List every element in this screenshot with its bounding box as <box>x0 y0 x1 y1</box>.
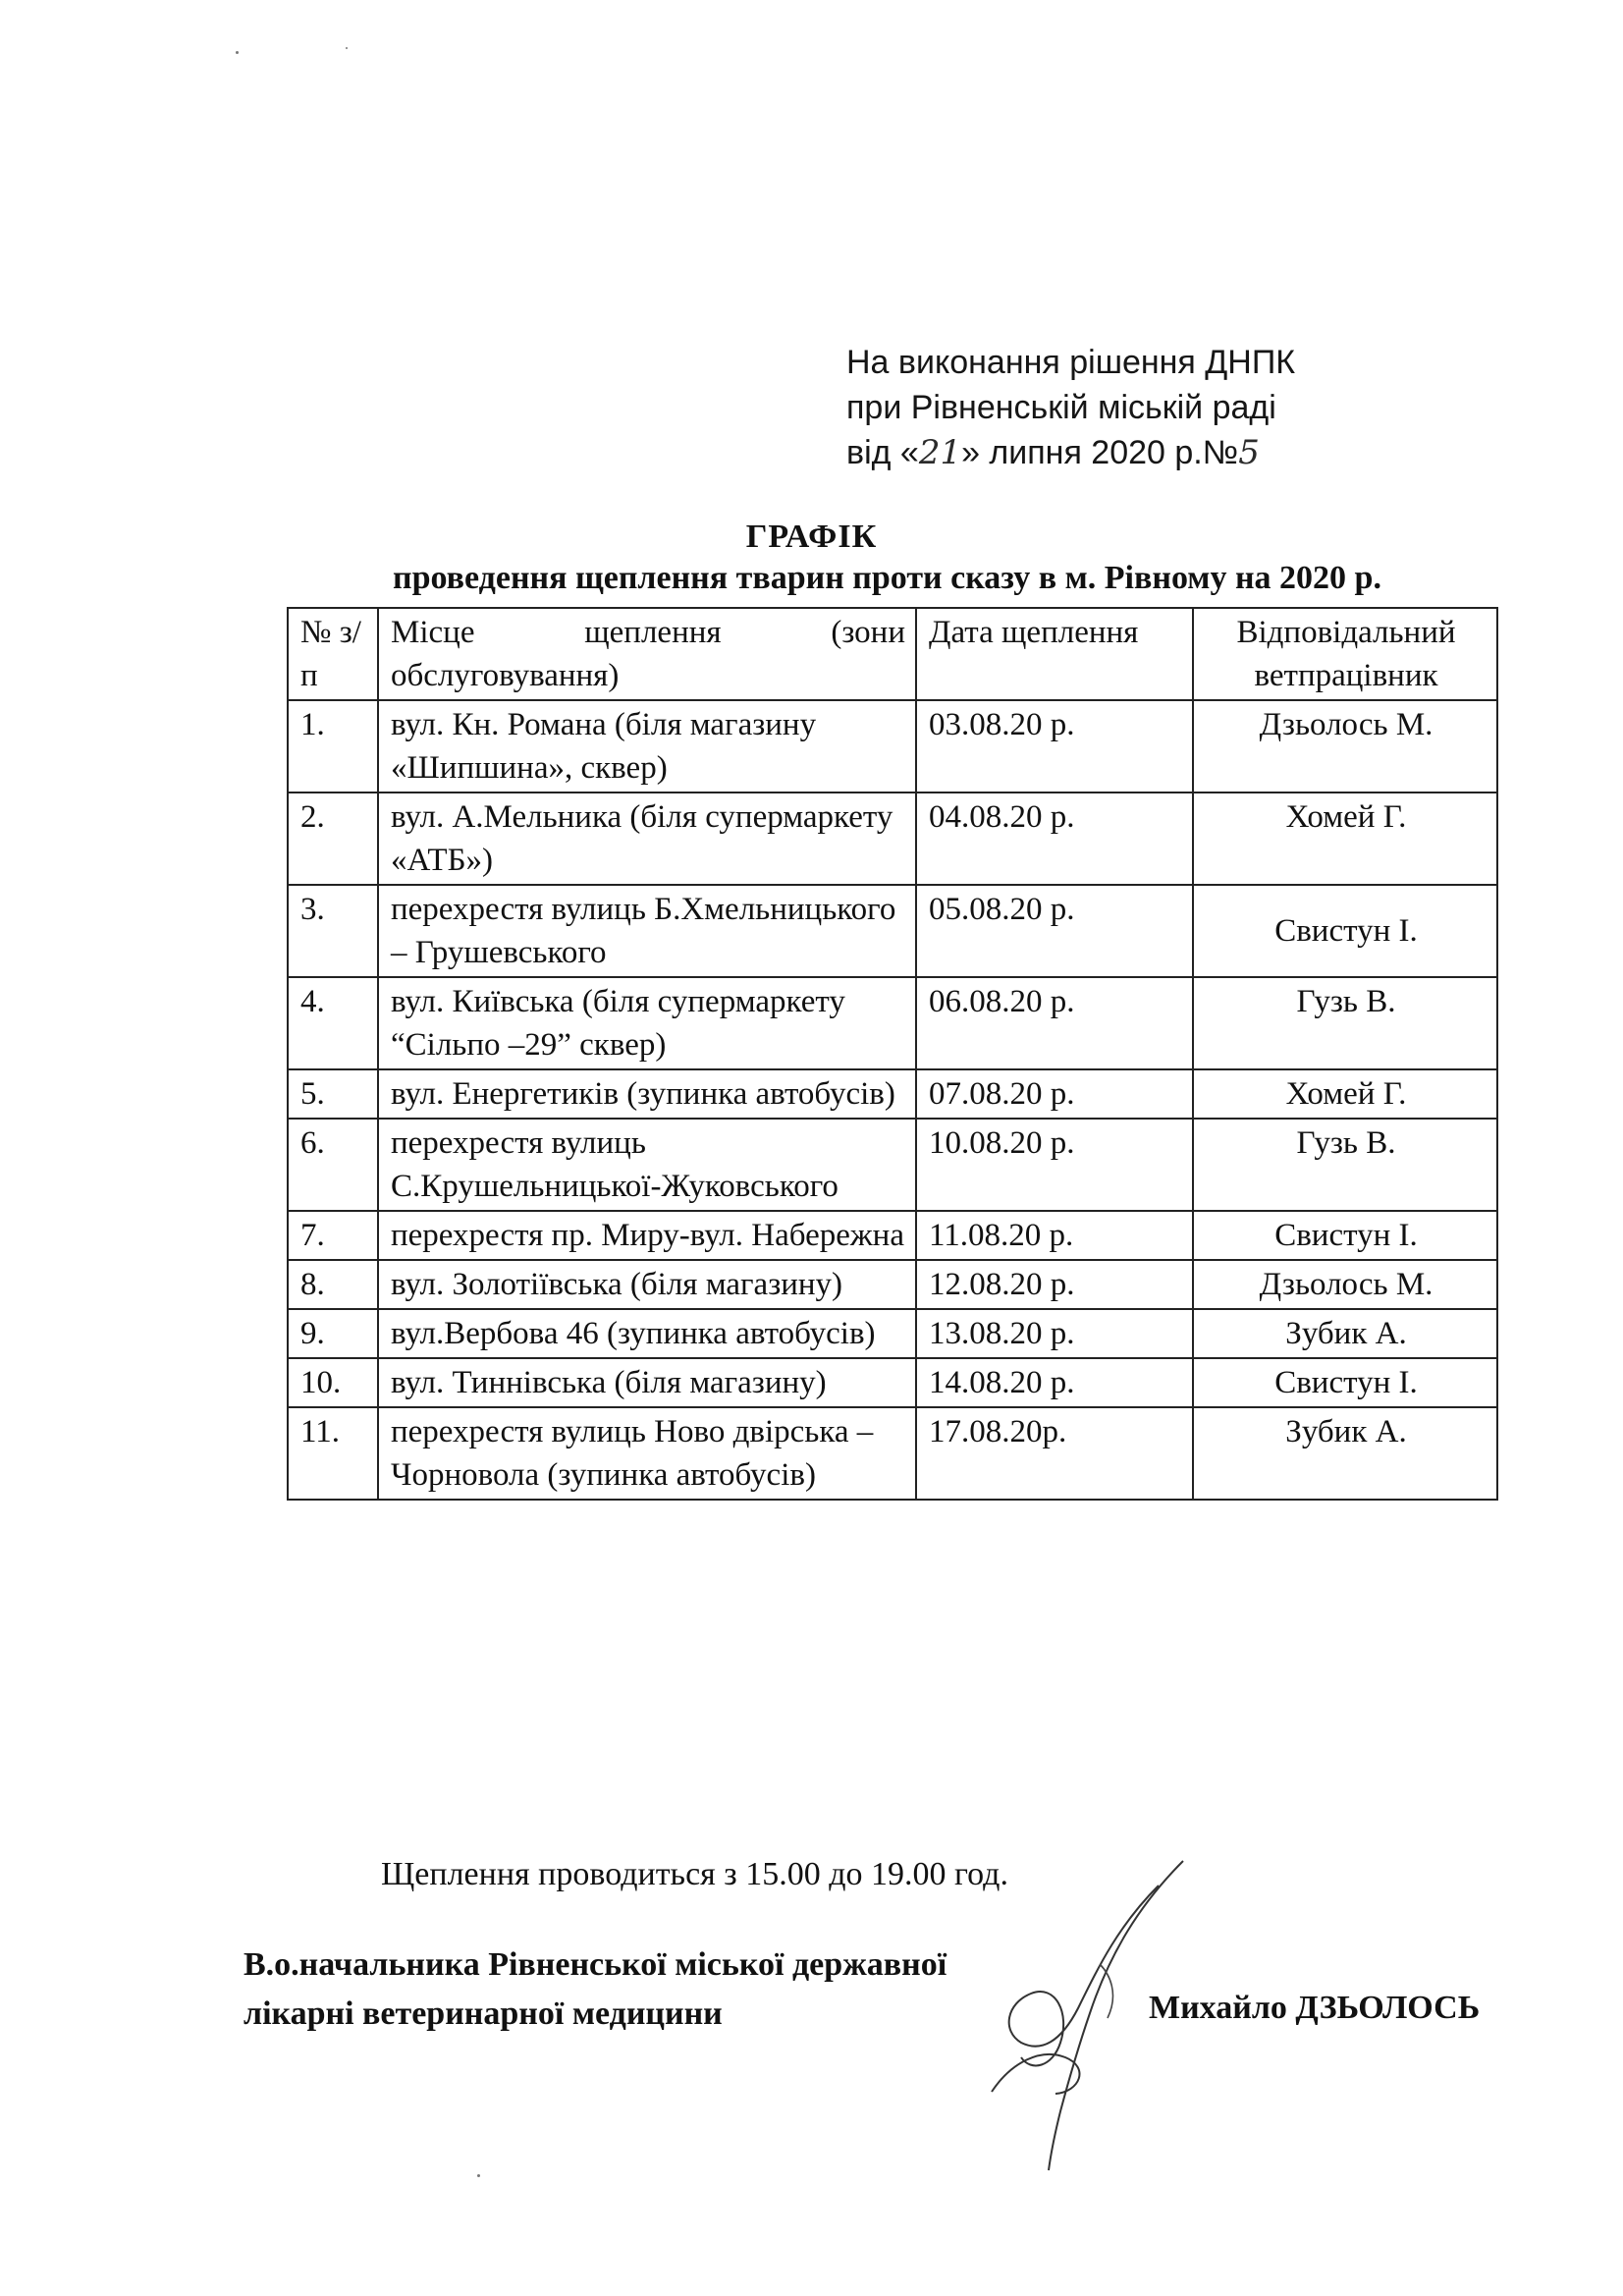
row-num: 4. <box>288 977 378 1069</box>
row-place: перехрестя вулиць С.Крушельницької-Жуковського <box>378 1119 916 1211</box>
header-place <box>378 608 916 700</box>
date-mid: » липня 2020 р.№ <box>961 434 1239 471</box>
signatory-position <box>243 1941 947 2039</box>
table-row <box>288 793 1497 885</box>
row-vet: Дзьолось М. <box>1193 1260 1497 1309</box>
row-num: 10. <box>288 1358 378 1407</box>
row-vet: Зубик А. <box>1193 1309 1497 1358</box>
row-vet: Хомей Г. <box>1193 1069 1497 1119</box>
row-place: вул. Золотіївська (біля магазину) <box>378 1260 916 1309</box>
row-date: 06.08.20 р. <box>916 977 1193 1069</box>
row-place: вул. А.Мельника (біля супермаркету «АТБ») <box>378 793 916 885</box>
row-num: 9. <box>288 1309 378 1358</box>
document-subtitle: проведення щеплення тварин проти сказу в м. Рівному на 2020 р. <box>393 560 1381 596</box>
row-num: 11. <box>288 1407 378 1500</box>
table-row <box>288 1119 1497 1211</box>
table-row <box>288 1260 1497 1309</box>
signatory-name: Михайло ДЗЬОЛОСЬ <box>1149 1990 1481 2026</box>
row-date: 10.08.20 р. <box>916 1119 1193 1211</box>
handwritten-day: 21 <box>918 433 962 472</box>
table-header-row <box>288 608 1497 700</box>
row-place: вул. Київська (біля супермаркету “Сільпо –29” сквер) <box>378 977 916 1069</box>
decision-reference-line3 <box>846 430 1295 475</box>
row-num: 1. <box>288 700 378 793</box>
signatory-position-line2: лікарні ветеринарної медицини <box>243 1995 723 2032</box>
table-row <box>288 1407 1497 1500</box>
table-row <box>288 1358 1497 1407</box>
row-date: 11.08.20 р. <box>916 1211 1193 1260</box>
vaccination-hours-note: Щеплення проводиться з 15.00 до 19.00 год. <box>381 1856 1008 1892</box>
row-date: 14.08.20 р. <box>916 1358 1193 1407</box>
table-row <box>288 1309 1497 1358</box>
header-place-part3: (зони <box>831 615 905 650</box>
header-place-part4: обслуговування) <box>391 658 620 693</box>
row-vet: Хомей Г. <box>1193 793 1497 885</box>
row-num: 3. <box>288 885 378 977</box>
decision-reference <box>846 340 1295 475</box>
row-place: перехрестя вулиць Ново двірська – Чорновола (зупинка автобусів) <box>378 1407 916 1500</box>
scan-speck <box>346 47 348 49</box>
header-num: № з/п <box>288 608 378 700</box>
date-prefix: від « <box>846 434 919 471</box>
row-vet: Свистун І. <box>1193 885 1497 977</box>
decision-reference-line1: На виконання рішення ДНПК <box>846 344 1296 381</box>
row-vet: Свистун І. <box>1193 1211 1497 1260</box>
decision-reference-line2: при Рівненській міській раді <box>846 389 1276 426</box>
row-date: 04.08.20 р. <box>916 793 1193 885</box>
row-vet: Гузь В. <box>1193 1119 1497 1211</box>
scan-speck <box>236 51 239 54</box>
header-date: Дата щеплення <box>916 608 1193 700</box>
row-place: перехрестя пр. Миру-вул. Набережна <box>378 1211 916 1260</box>
row-vet: Дзьолось М. <box>1193 700 1497 793</box>
vaccination-schedule-table <box>287 607 1498 1501</box>
row-vet: Зубик А. <box>1193 1407 1497 1500</box>
row-place: вул. Тиннівська (біля магазину) <box>378 1358 916 1407</box>
row-num: 8. <box>288 1260 378 1309</box>
row-date: 17.08.20р. <box>916 1407 1193 1500</box>
row-num: 7. <box>288 1211 378 1260</box>
header-vet: Відповідальний ветпрацівник <box>1193 608 1497 700</box>
row-num: 5. <box>288 1069 378 1119</box>
header-place-part1: Місце <box>391 615 475 650</box>
handwritten-number: 5 <box>1238 433 1260 472</box>
row-date: 07.08.20 р. <box>916 1069 1193 1119</box>
row-vet: Гузь В. <box>1193 977 1497 1069</box>
signatory-position-line1: В.о.начальника Рівненської міської державної <box>243 1946 947 1983</box>
row-place: вул. Кн. Романа (біля магазину «Шипшина», сквер) <box>378 700 916 793</box>
document-title: ГРАФІК <box>745 519 878 555</box>
row-date: 03.08.20 р. <box>916 700 1193 793</box>
row-num: 6. <box>288 1119 378 1211</box>
table-row <box>288 1069 1497 1119</box>
row-num: 2. <box>288 793 378 885</box>
row-place: вул.Вербова 46 (зупинка автобусів) <box>378 1309 916 1358</box>
row-date: 05.08.20 р. <box>916 885 1193 977</box>
header-place-part2: щеплення <box>584 615 722 650</box>
row-place: вул. Енергетиків (зупинка автобусів) <box>378 1069 916 1119</box>
row-place: перехрестя вулиць Б.Хмельницького – Грушевського <box>378 885 916 977</box>
table-row <box>288 700 1497 793</box>
table-row <box>288 1211 1497 1260</box>
table-row <box>288 885 1497 977</box>
row-vet: Свистун І. <box>1193 1358 1497 1407</box>
row-date: 12.08.20 р. <box>916 1260 1193 1309</box>
table-row <box>288 977 1497 1069</box>
row-date: 13.08.20 р. <box>916 1309 1193 1358</box>
scan-speck <box>477 2174 480 2177</box>
